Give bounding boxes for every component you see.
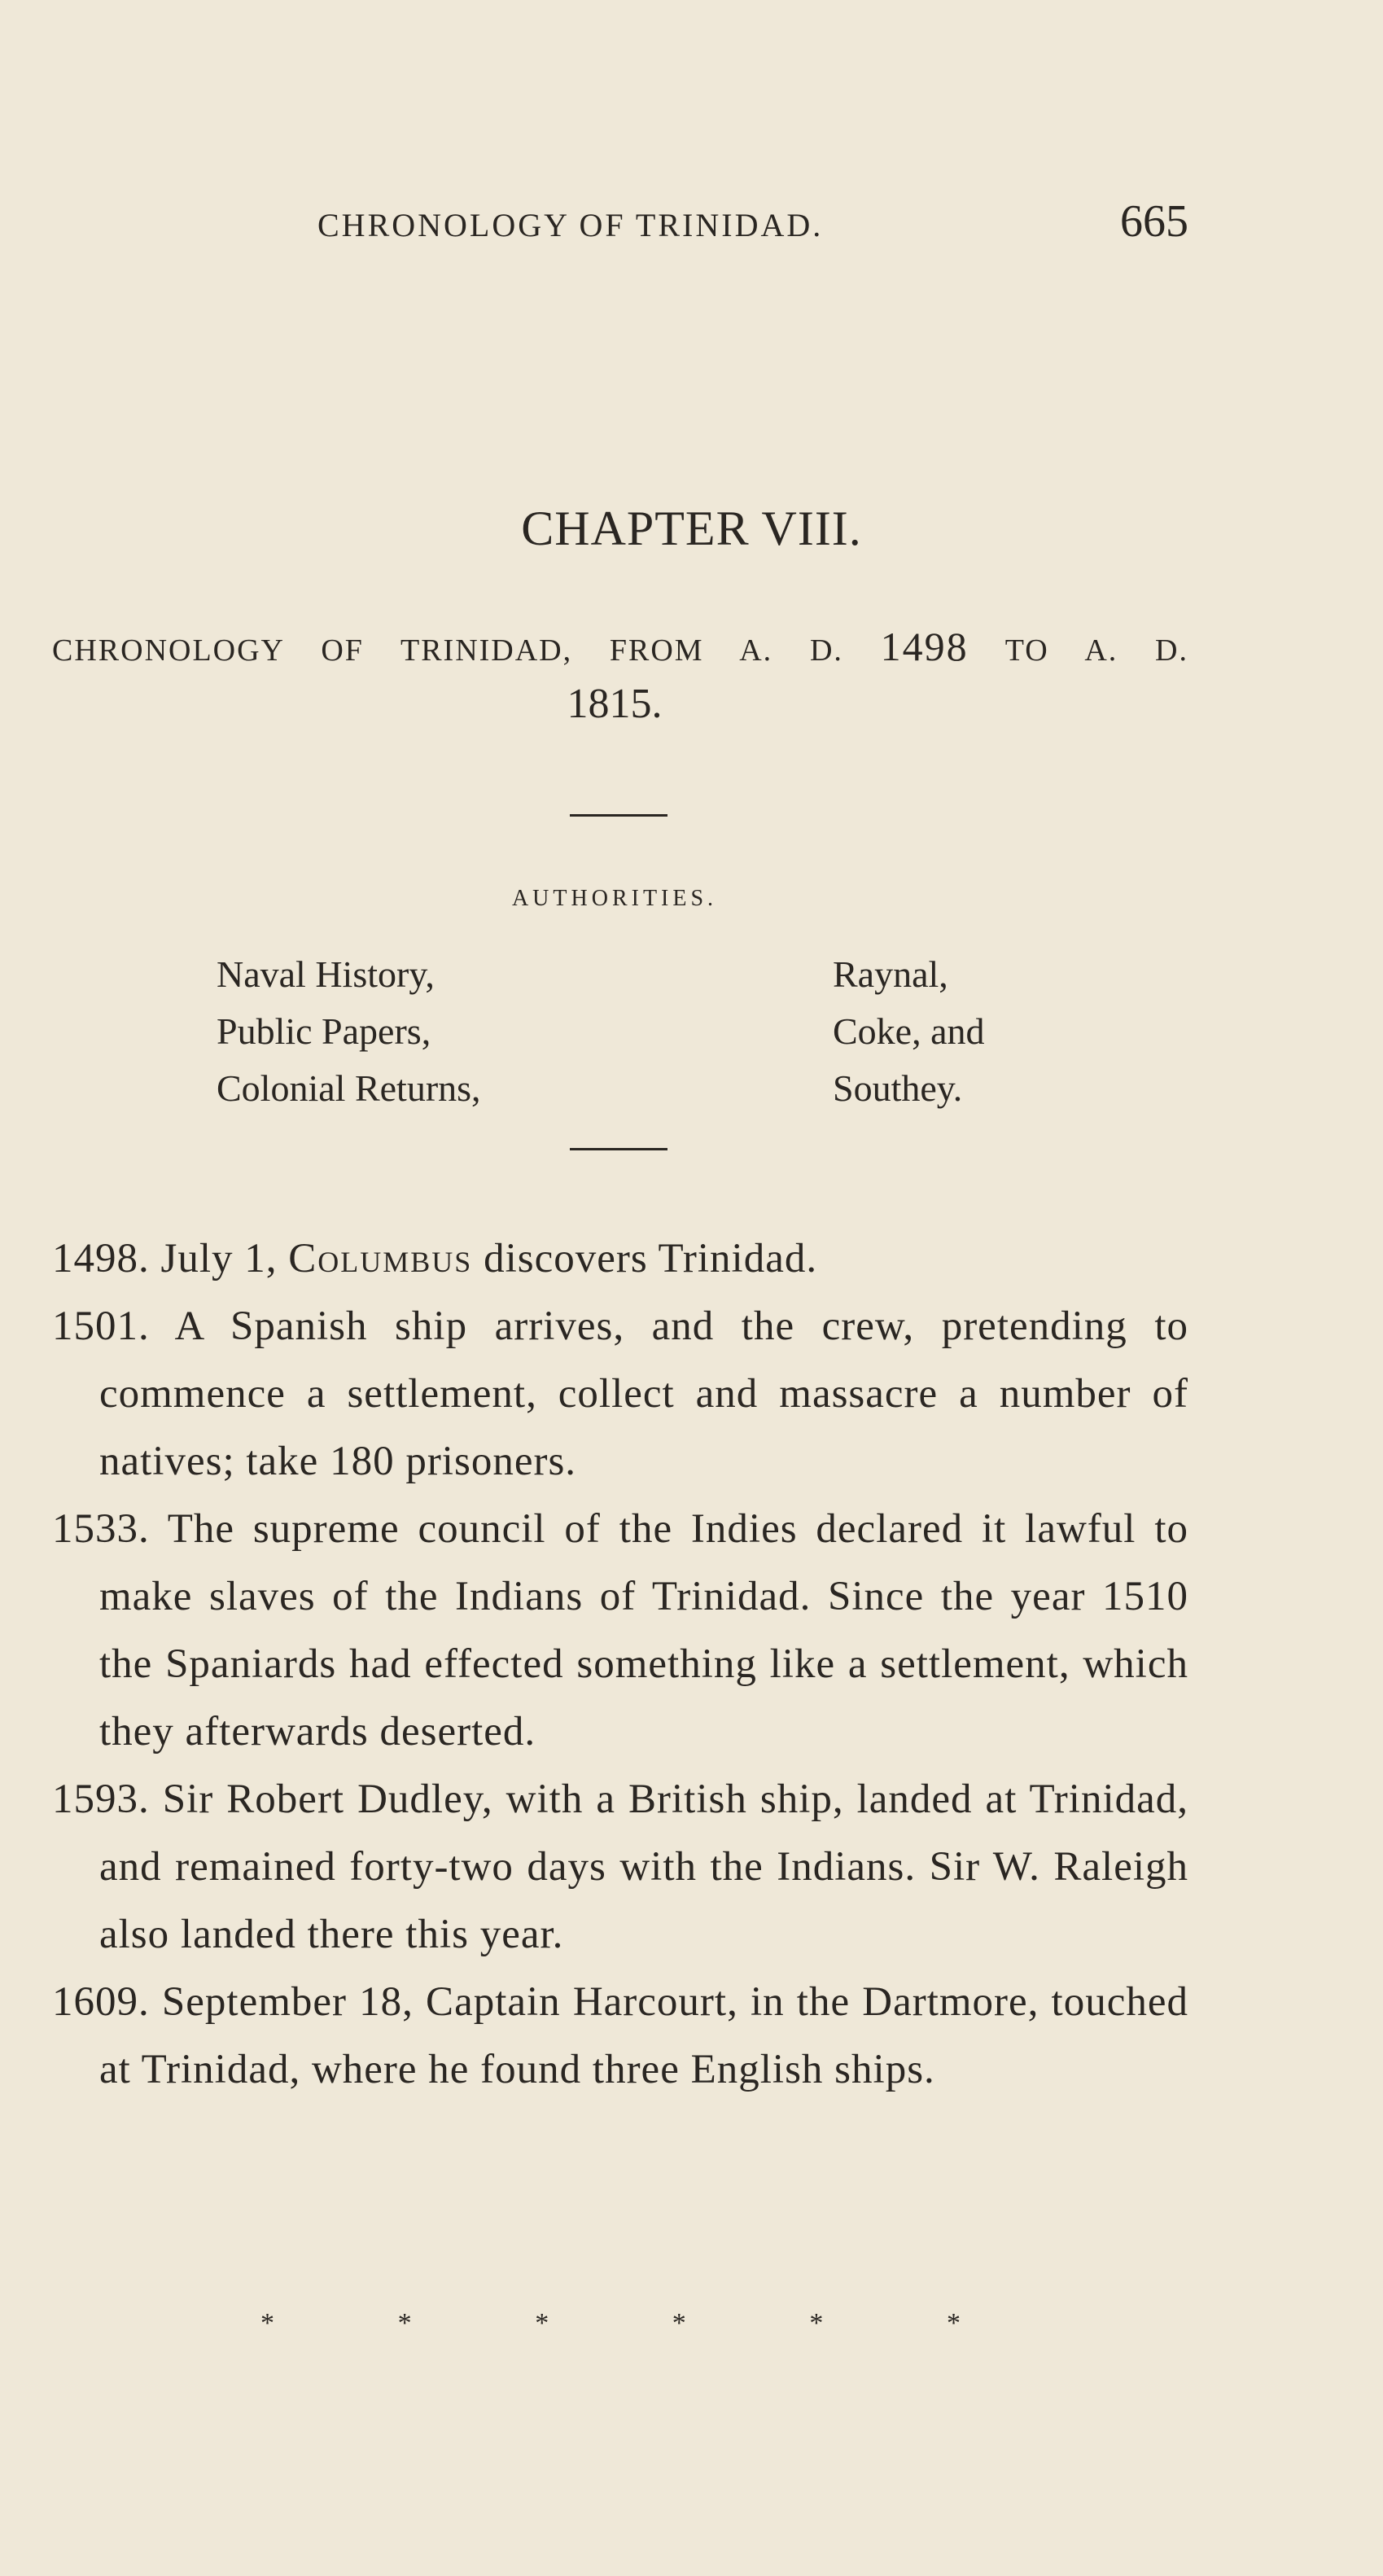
subtitle-text-b: TO A. D. [1004, 633, 1188, 668]
asterisk: * [946, 2308, 961, 2338]
entry-text: July 1, [160, 1236, 278, 1281]
entry-year: 1498. [52, 1236, 150, 1281]
entry-name: Columbus [288, 1236, 473, 1281]
entry-year: 1609. [52, 1979, 150, 2025]
authority-item: Southey. [833, 1067, 963, 1109]
running-title: CHRONOLOGY OF TRINIDAD. [317, 207, 824, 243]
authorities-heading: AUTHORITIES. [511, 886, 718, 911]
asterisk: * [535, 2308, 549, 2338]
chronology-entry [52, 1496, 1188, 1766]
asterisk: * [397, 2308, 412, 2338]
entry-text: The supreme council of the Indies declared it lawful to make slaves of the Indians of Trinidad. Since the year 1510 the Spaniards had effected something like a settlement, which they afterwards deserted. [99, 1506, 1188, 1755]
chapter-subtitle [52, 623, 1188, 670]
entry-year: 1501. [52, 1303, 150, 1349]
asterisk-separator [260, 2308, 961, 2339]
chronology-entry [52, 1766, 1188, 1969]
subtitle-year-start: 1498 [880, 624, 969, 669]
authority-item: Raynal, [833, 953, 948, 995]
subtitle-text-a: CHRONOLOGY OF TRINIDAD, FROM A. D. [52, 633, 843, 668]
entry-text: discovers Trinidad. [484, 1236, 818, 1281]
authority-item: Naval History, [217, 953, 435, 995]
chronology-entry [52, 1225, 1188, 1293]
subtitle-year-end: 1815. [567, 681, 663, 727]
entry-year: 1533. [52, 1506, 150, 1552]
entry-year: 1593. [52, 1776, 150, 1822]
authorities-left-column [217, 946, 481, 1117]
chronology-entry [52, 1969, 1188, 2104]
authority-item: Colonial Returns, [217, 1067, 481, 1109]
asterisk: * [260, 2308, 274, 2338]
running-head [317, 195, 1188, 248]
chapter-title: CHAPTER VIII. [521, 502, 862, 555]
chronology-entries [52, 1225, 1188, 2104]
chronology-entry [52, 1293, 1188, 1496]
authority-item: Coke, and [833, 1010, 985, 1052]
entry-text: Sir Robert Dudley, with a British ship, landed at Trinidad, and remained forty-two days with the Indians. Sir W. Raleigh also landed there this year. [99, 1776, 1189, 1957]
authority-item: Public Papers, [217, 1010, 431, 1052]
asterisk: * [672, 2308, 686, 2338]
page-number: 665 [1120, 196, 1188, 247]
asterisk: * [809, 2308, 824, 2338]
divider-rule [570, 1148, 667, 1150]
authorities-right-column [833, 946, 985, 1117]
entry-text: September 18, Captain Harcourt, in the Dartmore, touched at Trinidad, where he found three English ships. [99, 1979, 1188, 2092]
divider-rule [570, 814, 667, 817]
entry-text: A Spanish ship arrives, and the crew, pretending to commence a settlement, collect and massacre a number of natives; take 180 prisoners. [99, 1303, 1188, 1484]
